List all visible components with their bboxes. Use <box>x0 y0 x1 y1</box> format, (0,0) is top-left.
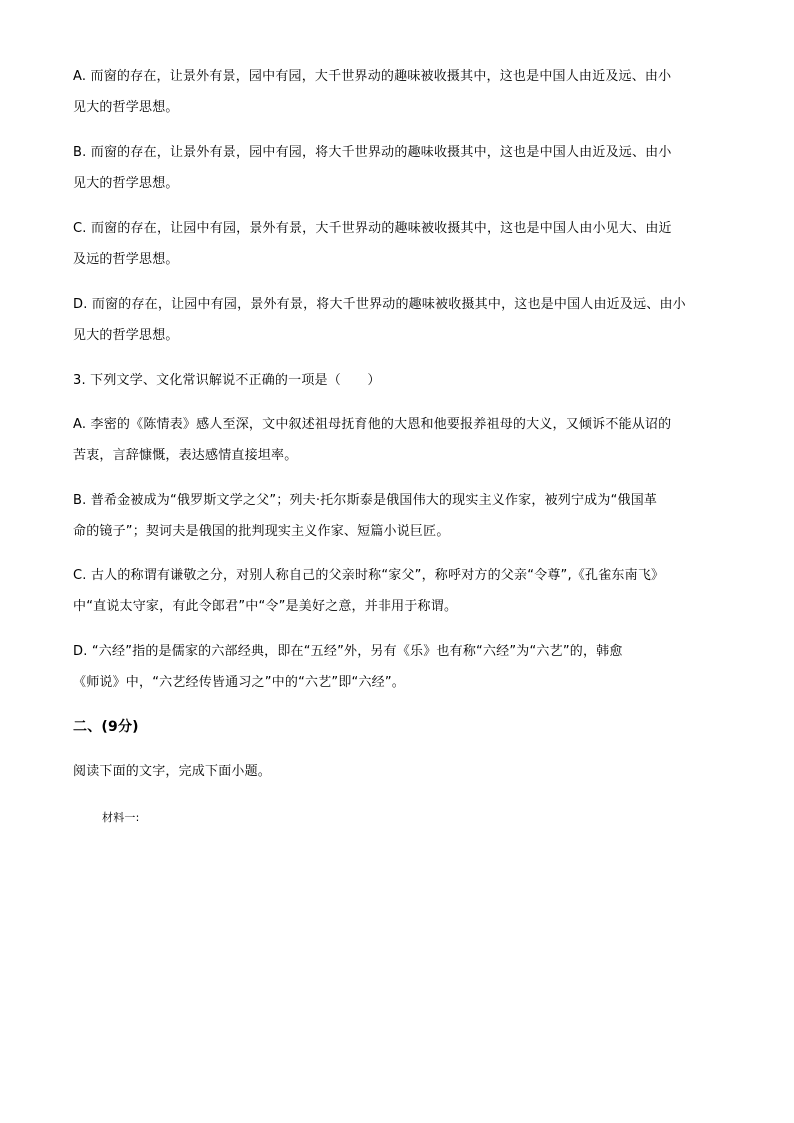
q2-option-d-line: 见大的哲学思想。 <box>73 328 179 343</box>
q2-option-b-line: B. 而窗的存在，让景外有景，园中有园，将大千世界动的趣味收摄其中，这也是中国人由近及远、由小 <box>73 145 672 160</box>
q2-option-d-line: D. 而窗的存在，让园中有园，景外有景，将大千世界动的趣味被收摄其中，这也是中国人由近及远、由小 <box>73 297 686 312</box>
q3-option-b-line: 命的镜子”；契诃夫是俄国的批判现实主义作家、短篇小说巨匠。 <box>73 524 450 539</box>
q3-option-d-line: 《师说》中，“六艺经传皆通习之”中的“六艺”即“六经”。 <box>73 675 406 690</box>
q3-option-c-line: 中“直说太守家，有此令郎君”中“令”是美好之意，并非用于称谓。 <box>73 599 458 614</box>
q3-option-a-line: 苦衷，言辞慷慨，表达感情直接坦率。 <box>73 448 298 463</box>
q2-option-c-line: 及远的哲学思想。 <box>73 252 179 267</box>
q2-option-c-line: C. 而窗的存在，让园中有园，景外有景，大千世界动的趣味被收摄其中，这也是中国人由小见大、由近 <box>73 221 672 236</box>
q2-option-a-line: 见大的哲学思想。 <box>73 100 179 115</box>
reading-instruction-line: 阅读下面的文字，完成下面小题。 <box>73 764 272 779</box>
q2-option-b-line: 见大的哲学思想。 <box>73 176 179 191</box>
section-2-heading-line: 二、(9分) <box>73 719 139 735</box>
material-1-label-line: 材料一: <box>102 811 140 824</box>
q3-option-d-line: D. “六经”指的是儒家的六部经典，即在“五经”外，另有《乐》也有称“六经”为“六艺”的，韩愈 <box>73 644 623 659</box>
q3-option-a-line: A. 李密的《陈情表》感人至深，文中叙述祖母抚育他的大恩和他要报养祖母的大义，又倾诉不能从诏的 <box>73 417 672 432</box>
q3-option-b-line: B. 普希金被成为“俄罗斯文学之父”；列夫·托尔斯泰是俄国伟大的现实主义作家，被列宁成为“俄国革 <box>73 493 658 508</box>
q2-option-a-line: A. 而窗的存在，让景外有景，园中有园，大千世界动的趣味被收摄其中，这也是中国人由近及远、由小 <box>73 69 672 84</box>
question-3-line: 3. 下列文学、文化常识解说不正确的一项是（ ） <box>73 373 381 388</box>
q3-option-c-line: C. 古人的称谓有谦敬之分，对别人称自己的父亲时称“家父”，称呼对方的父亲“令尊”,《孔雀东南飞》 <box>73 568 665 583</box>
